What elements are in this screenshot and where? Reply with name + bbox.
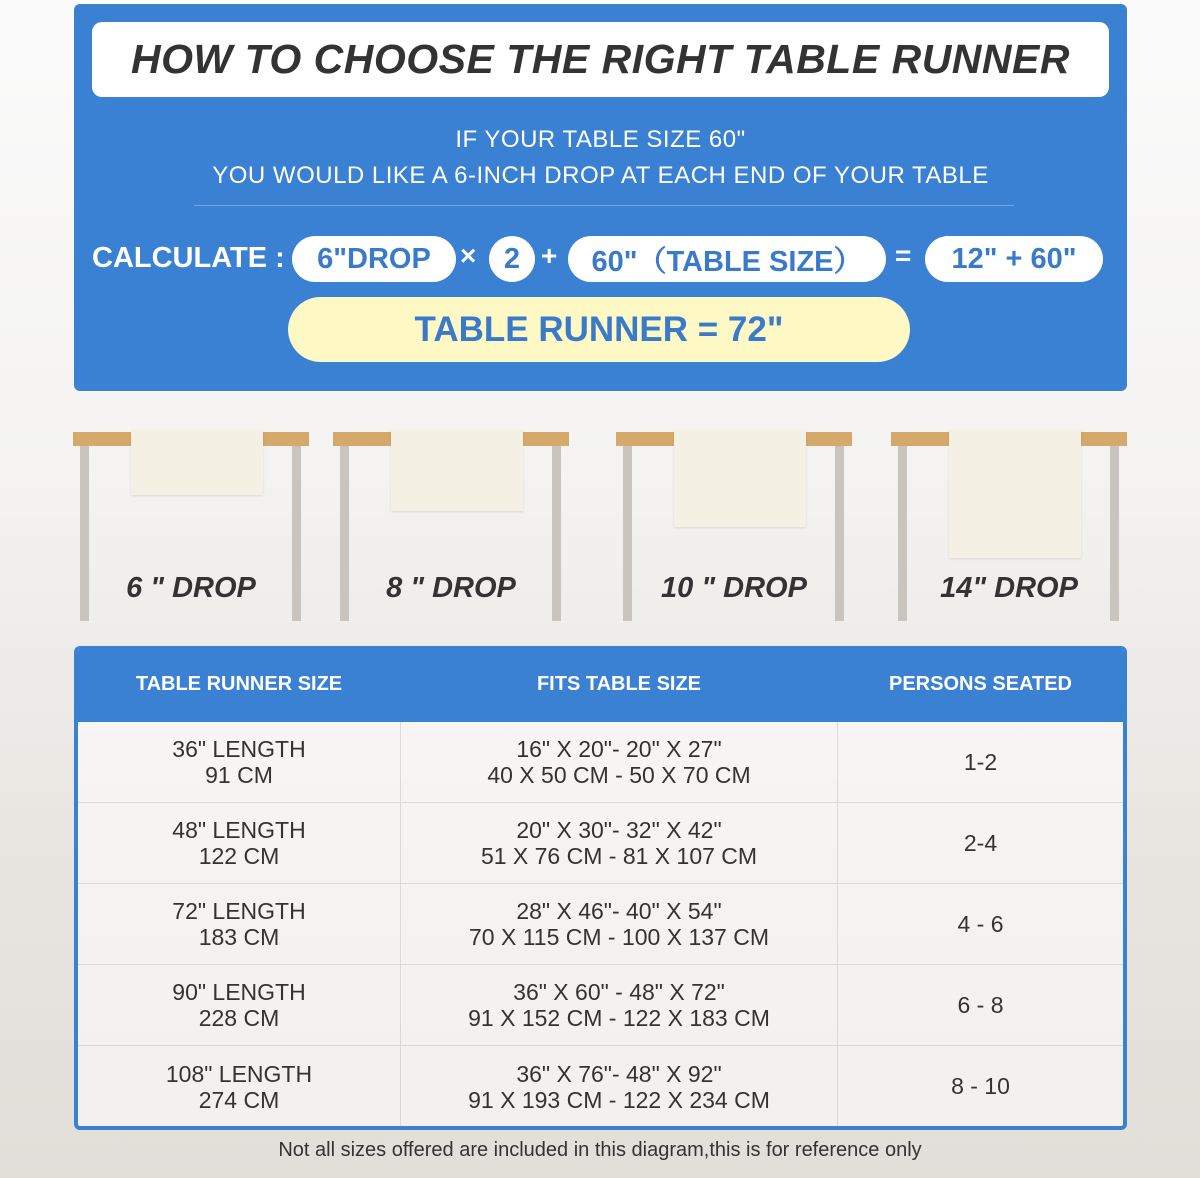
drop-label: 10 " DROP <box>661 572 807 604</box>
runner-size-cell <box>78 979 400 1031</box>
table-body <box>78 722 1123 1127</box>
table-runner-drop <box>391 430 523 511</box>
fits-inches: 36" X 76"- 48" X 92" <box>516 1060 722 1087</box>
plus-sign: + <box>541 240 558 271</box>
drop-label: 6 " DROP <box>126 572 256 604</box>
size-cm: 228 CM <box>198 1005 280 1031</box>
table-size-pill: 60"（TABLE SIZE） <box>568 236 886 282</box>
table-runner-drop <box>949 430 1081 558</box>
runner-size-cell <box>78 1061 400 1113</box>
size-inches: 108" LENGTH <box>165 1060 313 1087</box>
table-row <box>78 965 1123 1046</box>
table-header <box>78 646 1123 722</box>
equals-sign: = <box>895 240 912 271</box>
persons-cell: 4 - 6 <box>957 910 1004 937</box>
size-inches: 90" LENGTH <box>172 979 306 1005</box>
fits-cm: 40 X 50 CM - 50 X 70 CM <box>487 762 751 788</box>
multiplier-pill: 2 <box>489 236 535 282</box>
calculation-panel <box>74 4 1127 391</box>
result-pill: TABLE RUNNER = 72" <box>288 297 910 362</box>
fits-cell <box>400 884 838 964</box>
fits-inches: 28" X 46"- 40" X 54" <box>516 898 722 924</box>
fits-cell <box>400 965 838 1045</box>
fits-cm: 91 X 152 CM - 122 X 183 CM <box>468 1005 770 1031</box>
fits-inches: 16" X 20"- 20" X 27" <box>516 736 722 762</box>
sum-pill: 12" + 60" <box>925 236 1103 282</box>
runner-size-cell <box>78 898 400 950</box>
table-row <box>78 884 1123 965</box>
header-persons-seated: PERSONS SEATED <box>889 672 1072 695</box>
footnote: Not all sizes offered are included in this diagram,this is for reference only <box>278 1139 922 1161</box>
table-row <box>78 722 1123 803</box>
persons-cell: 2-4 <box>963 829 998 856</box>
size-inches: 48" LENGTH <box>172 817 306 843</box>
subtitle-line-2: YOU WOULD LIKE A 6-INCH DROP AT EACH END OF YOUR TABLE <box>212 162 989 189</box>
fits-cm: 51 X 76 CM - 81 X 107 CM <box>480 843 758 869</box>
size-cm: 183 CM <box>198 924 280 950</box>
fits-inches: 20" X 30"- 32" X 42" <box>516 817 722 843</box>
table-runner-drop <box>674 430 806 527</box>
subtitle-line-1: IF YOUR TABLE SIZE 60" <box>455 126 746 153</box>
size-inches: 72" LENGTH <box>172 898 306 924</box>
fits-cell <box>400 803 838 883</box>
persons-cell: 1-2 <box>963 748 998 775</box>
runner-size-cell <box>78 736 400 788</box>
header-fits-table-size: FITS TABLE SIZE <box>536 672 702 695</box>
drop-label: 14" DROP <box>940 572 1078 604</box>
fits-inches: 36" X 60" - 48" X 72" <box>513 979 725 1005</box>
fits-cm: 70 X 115 CM - 100 X 137 CM <box>469 924 769 950</box>
size-cm: 122 CM <box>198 843 280 869</box>
runner-size-cell <box>78 817 400 869</box>
persons-cell: 8 - 10 <box>951 1073 1010 1099</box>
drop-label: 8 " DROP <box>386 572 516 604</box>
fits-cm: 91 X 193 CM - 122 X 234 CM <box>468 1086 770 1113</box>
calculate-label: CALCULATE : <box>92 242 285 274</box>
table-row <box>78 1046 1123 1127</box>
header-runner-size: TABLE RUNNER SIZE <box>135 672 343 695</box>
drop-pill: 6"DROP <box>292 236 456 282</box>
fits-cell <box>400 722 838 802</box>
size-inches: 36" LENGTH <box>172 736 306 762</box>
table-row <box>78 803 1123 884</box>
page-title: HOW TO CHOOSE THE RIGHT TABLE RUNNER <box>92 22 1109 97</box>
fits-cell <box>400 1046 838 1127</box>
size-table <box>74 646 1127 1130</box>
persons-cell: 6 - 8 <box>957 991 1004 1018</box>
times-sign: × <box>460 240 477 271</box>
table-runner-drop <box>131 430 263 495</box>
size-cm: 274 CM <box>198 1086 280 1113</box>
divider <box>194 205 1014 206</box>
size-cm: 91 CM <box>205 762 273 788</box>
